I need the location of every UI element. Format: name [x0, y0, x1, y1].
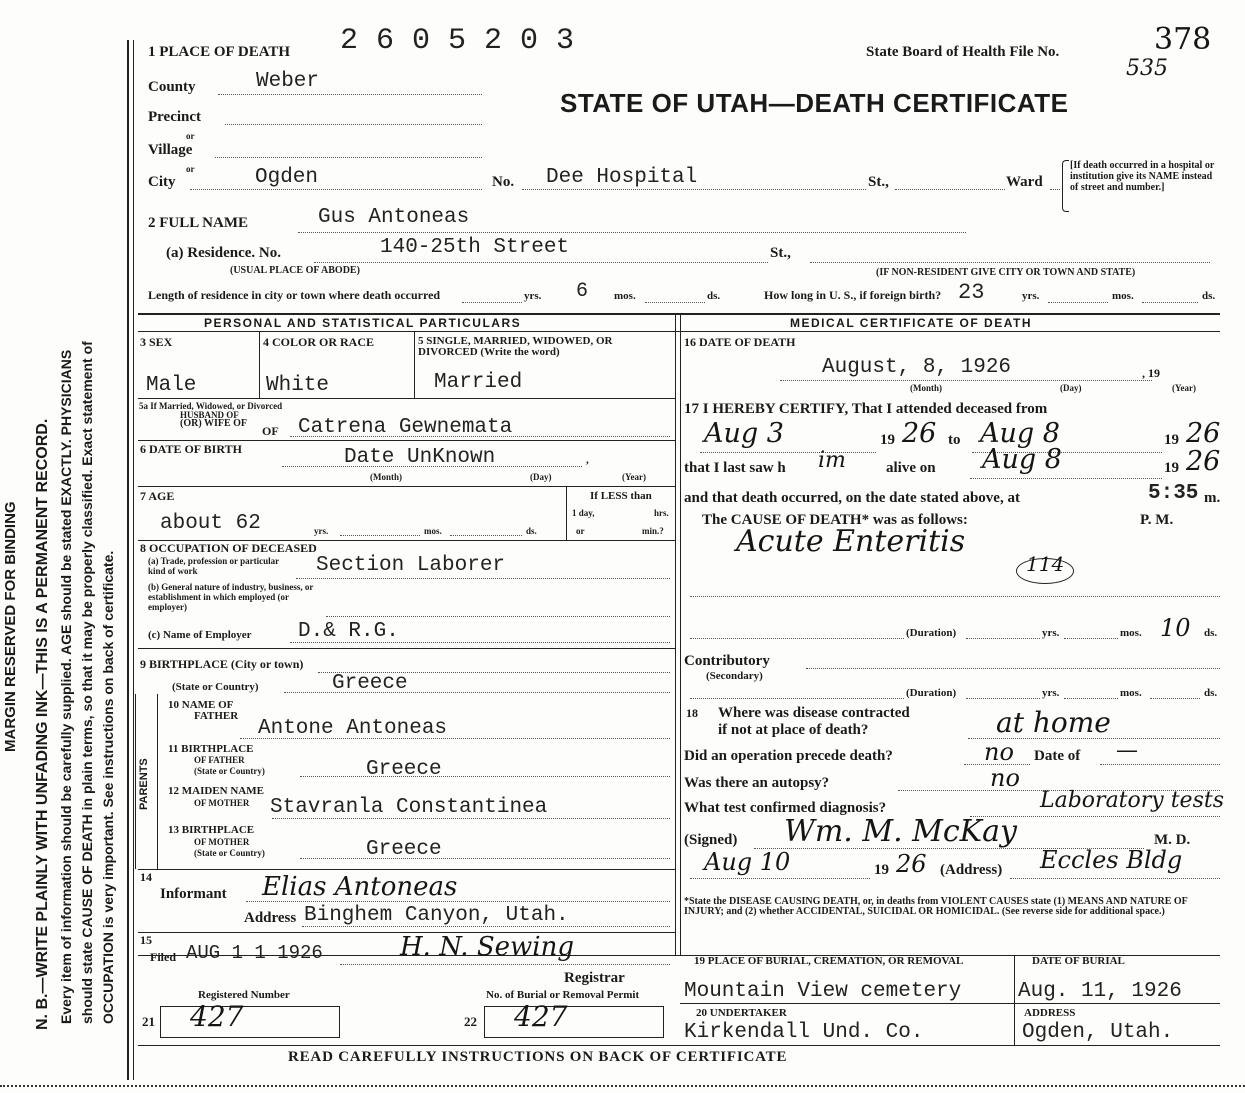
operation-value: no [984, 738, 1014, 766]
burial-place: Mountain View cemetery [684, 980, 962, 1003]
sex-label: 3 SEX [140, 335, 173, 349]
spouse-name: Catrena Gewnemata [298, 416, 513, 439]
cause-footnote: *State the DISEASE CAUSING DEATH, or, in deaths from VIOLENT CAUSES state (1) MEANS AND NATURE OF INJURY; and (2) whether ACCIDENTAL, SUICIDAL OR HOMICIDAL. (See reverse side for additional space.) [684, 896, 1188, 917]
county-value: Weber [256, 70, 320, 93]
residence-years: 6 [576, 280, 589, 303]
file-number-secondary: 535 [1126, 56, 1168, 81]
informant-label: Informant [160, 886, 227, 902]
cause-of-death-label: The CAUSE OF DEATH* was as follows: [702, 512, 968, 528]
date-of-birth-label: 6 DATE OF BIRTH [140, 442, 242, 456]
precinct-label: Precinct [148, 109, 202, 125]
autopsy-value: no [990, 764, 1020, 792]
certificate-title: STATE OF UTAH—DEATH CERTIFICATE [560, 88, 1069, 118]
physician-address: Eccles Bldg [1040, 846, 1183, 874]
burial-permit-box [484, 1006, 664, 1038]
time-of-death: 5:35 [1148, 482, 1199, 505]
autopsy-label: Was there an autopsy? [684, 775, 830, 791]
cause-of-death: Acute Enteritis [736, 524, 966, 559]
cause-duration-days: 10 [1160, 614, 1191, 642]
undertaker: Kirkendall Und. Co. [684, 1021, 924, 1044]
attended-from-date: Aug 3 [704, 418, 784, 449]
certification-statement: 17 I HEREBY CERTIFY, That I attended deceased from [684, 401, 1048, 417]
last-seen-date: Aug 8 [982, 444, 1062, 475]
father-name: Antone Antoneas [258, 717, 448, 740]
disease-contracted-label: Where was disease contracted [718, 705, 910, 721]
disease-contracted-value: at home [996, 706, 1111, 739]
ward-note: [If death occurred in a hospital or institution give its NAME instead of street and number.] [1070, 160, 1215, 193]
filed-label: Filed [150, 950, 176, 964]
place-of-death-label: 1 PLACE OF DEATH [148, 44, 291, 60]
employer-label: (c) Name of Employer [148, 629, 252, 641]
occupation-label: 8 OCCUPATION OF DECEASED [140, 541, 317, 555]
street-number-label: No. [492, 174, 515, 190]
deceased-name: Gus Antoneas [318, 206, 470, 229]
race-value: White [266, 374, 330, 397]
certificate-number: 2 6 0 5 2 0 3 [340, 24, 575, 58]
mother-birthplace: Greece [366, 838, 442, 861]
full-name-label: 2 FULL NAME [148, 215, 249, 231]
filed-date-stamp: AUG 1 1 1926 [186, 942, 323, 964]
city-label: City [148, 174, 176, 190]
county-label: County [148, 79, 196, 95]
diagnosis-test-value: Laboratory tests [1040, 788, 1224, 813]
age-value: about 62 [160, 512, 261, 535]
occupation-value: Section Laborer [316, 554, 506, 577]
residence-label: (a) Residence. No. [166, 245, 281, 261]
attended-to-date: Aug 8 [980, 418, 1060, 449]
hospital-value: Dee Hospital [546, 166, 698, 189]
informant-address: Binghem Canyon, Utah. [304, 904, 569, 927]
ward-label: Ward [1006, 174, 1043, 190]
informant-signature: Elias Antoneas [262, 872, 458, 902]
registrar-label: Registrar [564, 970, 625, 986]
cause-code: 114 [1026, 552, 1065, 576]
time-in-us-label: How long in U. S., if foreign birth? [764, 288, 942, 302]
registrar-signature: H. N. Sewing [400, 932, 574, 962]
informant-address-label: Address [244, 910, 297, 926]
sex-value: Male [146, 374, 197, 397]
age-label: 7 AGE [140, 489, 175, 503]
undertaker-label: 20 UNDERTAKER [696, 1007, 787, 1019]
diagnosis-test-label: What test confirmed diagnosis? [684, 800, 887, 816]
signature-date: Aug 10 [704, 848, 791, 876]
birthplace-label: 9 BIRTHPLACE (City or town) [140, 657, 304, 671]
date-of-death-value: August, 8, 1926 [822, 356, 1012, 379]
father-birthplace: Greece [366, 758, 442, 781]
file-number: 378 [1154, 22, 1212, 57]
race-label: 4 COLOR OR RACE [263, 335, 375, 349]
signed-label: (Signed) [684, 832, 738, 848]
burial-date: Aug. 11, 1926 [1018, 980, 1182, 1003]
registered-number-box [160, 1006, 340, 1038]
instruction-line-3: OCCUPATION is very important. See instructions on back of certificate. [100, 550, 116, 1024]
physician-address-label: (Address) [940, 862, 1003, 878]
village-label: Village [148, 142, 193, 158]
personal-section-heading: PERSONAL AND STATISTICAL PARTICULARS [204, 316, 522, 330]
contributory-label: Contributory [684, 653, 770, 669]
instruction-line-1: Every item of information should be carefully supplied. AGE should be stated EXACTLY. PHYSICIANS [58, 349, 74, 1024]
parents-label: PARENTS [138, 758, 150, 810]
operation-date: — [1116, 738, 1138, 763]
registered-number: 427 [190, 1000, 244, 1033]
birthplace-value: Greece [332, 672, 408, 695]
residence-value: 140-25th Street [380, 236, 570, 259]
undertaker-address: Ogden, Utah. [1022, 1021, 1174, 1044]
burial-date-label: DATE OF BURIAL [1032, 955, 1125, 967]
length-of-residence-label: Length of residence in city or town where death occurred [148, 288, 441, 302]
registered-number-label: Registered Number [198, 989, 290, 1001]
years-in-us: 23 [958, 280, 985, 305]
undertaker-address-label: ADDRESS [1024, 1007, 1076, 1019]
date-of-birth-value: Date UnKnown [344, 446, 496, 469]
ward-note-bracket [1062, 160, 1069, 212]
city-value: Ogden [255, 166, 319, 189]
employer-value: D.& R.G. [298, 620, 399, 643]
physician-signature: Wm. M. McKay [784, 814, 1017, 849]
ink-warning: N. B.—WRITE PLAINLY WITH UNFADING INK—THIS IS A PERMANENT RECORD. [34, 418, 51, 1030]
burial-place-label: 19 PLACE OF BURIAL, CREMATION, OR REMOVAL [694, 955, 964, 967]
operation-label: Did an operation precede death? [684, 748, 893, 764]
medical-section-heading: MEDICAL CERTIFICATE OF DEATH [790, 316, 1032, 330]
file-number-label: State Board of Health File No. [866, 44, 1060, 60]
burial-permit-label: No. of Burial or Removal Permit [486, 989, 640, 1001]
instructions-footer: READ CAREFULLY INSTRUCTIONS ON BACK OF CERTIFICATE [288, 1049, 788, 1065]
marital-status-label: 5 SINGLE, MARRIED, WIDOWED, OR DIVORCED (Write the word) [418, 335, 613, 358]
date-of-death-label: 16 DATE OF DEATH [684, 335, 796, 349]
marital-status-value: Married [434, 371, 523, 394]
mother-name: Stavranla Constantinea [270, 796, 548, 819]
burial-permit-number: 427 [514, 1000, 568, 1033]
binding-margin-note: MARGIN RESERVED FOR BINDING [2, 501, 19, 752]
instruction-line-2: should state CAUSE OF DEATH in plain terms, so that it may be properly classified. Exact statement of [79, 341, 95, 1024]
